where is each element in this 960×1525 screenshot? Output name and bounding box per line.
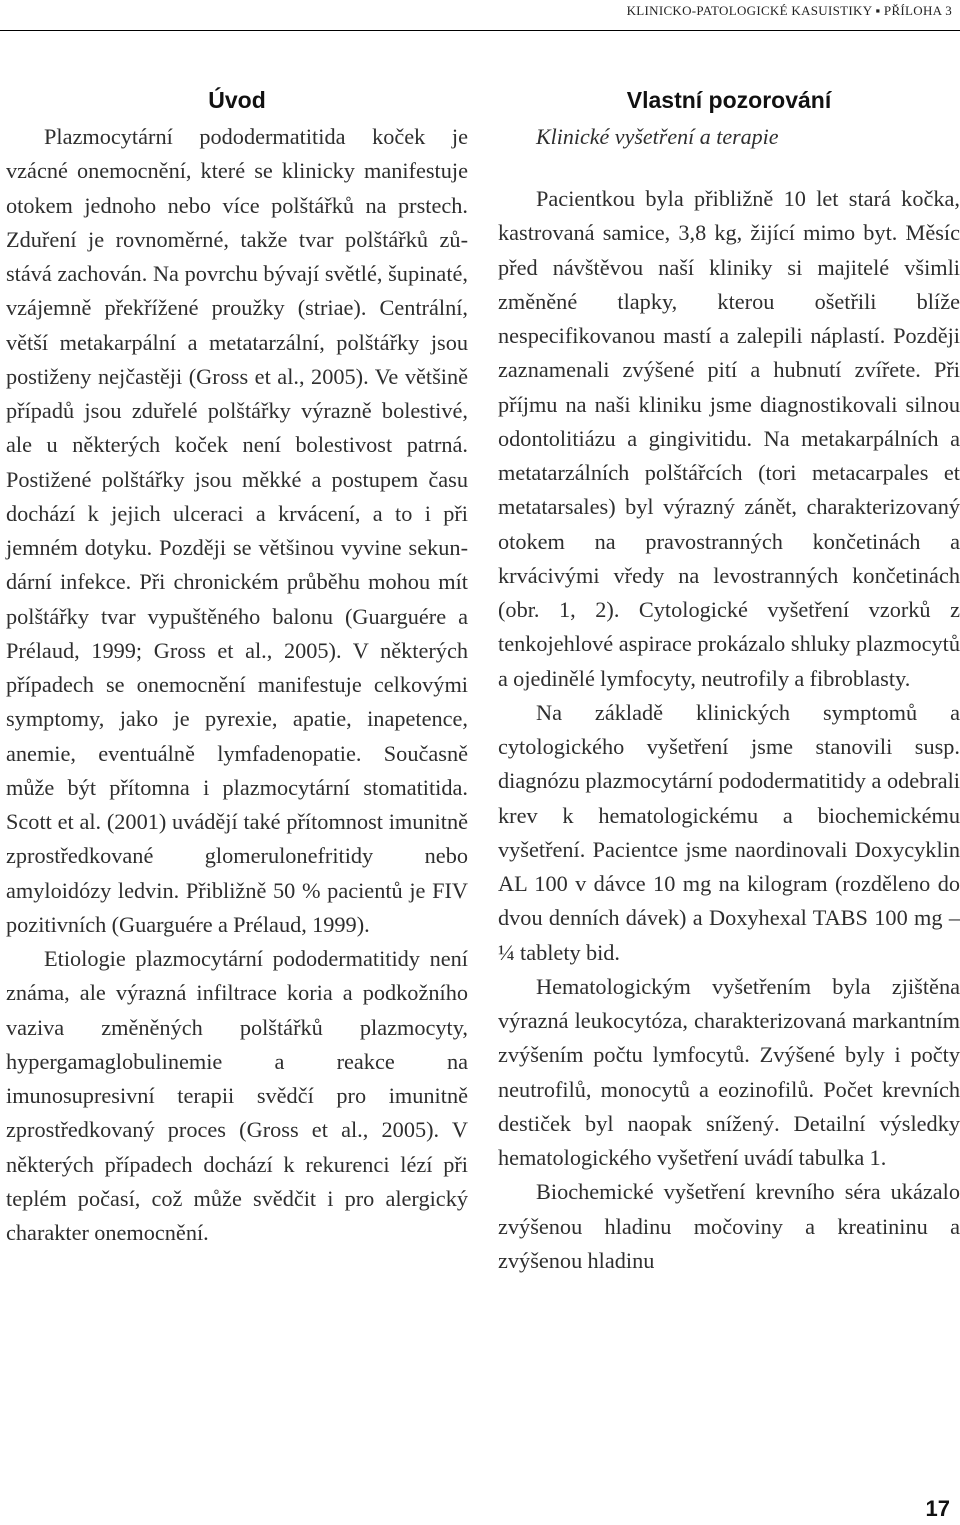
subsection-heading: Klinické vyšetření a terapie [536,124,779,149]
right-column [498,80,960,1278]
section-heading-vlastni-pozorovani: Vlastní pozorování [626,87,832,113]
right-column-text [498,182,960,1278]
paragraph: Plazmocytární pododermatitida koček je vzácné onemocnění, které se klinicky manifestuje otokem jednoho nebo více polštářků na prstech. Zduření je rovnoměrné, takže tvar polštářků zůstává zachován. Na povrchu bývají světlé, šupinaté, vzájemně překřížené proužky (striae). Centrální, větší metakarpální a metatarzální, polštářky jsou postiženy nejčastěji (Gross et al., 2005). Ve většině případů jsou zduřelé polštářky výrazně bolestivé, ale u některých koček není bolestivost patrná. Postižené polštářky jsou měkké a postupem času dochází k jejich ulceraci a krvácení, a to i při jemném dotyku. Později se většinou vyvine sekundární infekce. Při chronickém průběhu mohou mít polštářky tvar vypuštěného balonu (Guarguére a Prélaud, 1999; Gross et al., 2005). V některých případech se onemocnění manifestuje celkovými symptomy, jako je pyrexie, apatie, inapetence, anemie, eventuálně lymfadenopatie. Současně může být přítomna i plazmocytární stomatitida. Scott et al. (2001) uvádějí také přítomnost imunitně zprostředkované glomerulonefritidy nebo amyloidózy ledvin. Přibližně 50 % pacientů je FIV pozitivních (Guarguére a Prélaud, 1999). [6,124,468,937]
section-heading-uvod: Úvod [208,87,266,113]
paragraph: Hematologickým vyšetřením byla zjištěna výrazná leukocytóza, charakterizovaná markantním zvýšením počtu lymfocytů. Zvýšené byly i počty neutrofilů, monocytů a eozinofilů. Počet krevních destiček byl naopak snížený. Detailní výsledky hematologického vyšetření uvádí tabulka 1. [498,973,960,1170]
paragraph: Pacientkou byla přibližně 10 let stará kočka, kastrovaná samice, 3,8 kg, žijící mimo byt. Měsíc před návštěvou naší kliniky si majitelé všimli změněné tlapky, kterou ošetřili blíže nespecifikovanou mastí a zalepili náplastí. Později zaznamenali zvýšené pití a hubnutí zvířete. Při příjmu na naši kliniku jsme diagnostikovali silnou odontolitiázu a gingivitidu. Na metakarpálních a metatarzálních polštářcích (tori metacarpales et metatarsales) byl výrazný zánět, charakterizovaný otokem na pravostranných končetinách a krvácivými vředy na levostranných končetinách (obr. 1, 2). Cytologické vyšetření vzorků z tenkojehlové aspirace prokázalo shluky plazmocytů a ojedinělé lymfocyty, neutrofily a fibroblasty. [498,186,960,691]
header-rule [0,30,960,31]
left-column-text [6,120,468,1250]
paragraph: Biochemické vyšetření krevního séra ukázalo zvýšenou hladinu močoviny a kreatininu a zvýšenou hladinu [498,1179,960,1273]
running-head: KLINICKO-PATOLOGICKÉ KASUISTIKY ▪ PŘÍLOHA 3 [626,3,952,18]
page-number: 17 [925,1496,950,1521]
paragraph: Na základě klinických symptomů a cytologického vyšetření jsme stanovili susp. diagnózu plazmocytární pododermatitidy a odebrali krev k hematologickému a biochemickému vyšetření. Pacientce jsme naordinovali Doxycyklin AL 100 v dávce 10 mg na kilogram (rozděleno do dvou denních dávek) a Doxyhexal TABS 100 mg – ¼ tablety bid. [498,699,960,965]
paragraph: Etiologie plazmocytární pododermatitidy není známa, ale výrazná infiltrace koria a podkožního vaziva změněných polštářků plazmocyty, hypergamaglobulinemie a reakce na imunosupresivní terapii svědčí pro imunitně zprostředkovaný proces (Gross et al., 2005). V některých případech dochází k rekurenci lézí při teplém počasí, což může svědčit i pro alergický charakter onemocnění. [6,946,468,1245]
left-column [6,80,468,1250]
